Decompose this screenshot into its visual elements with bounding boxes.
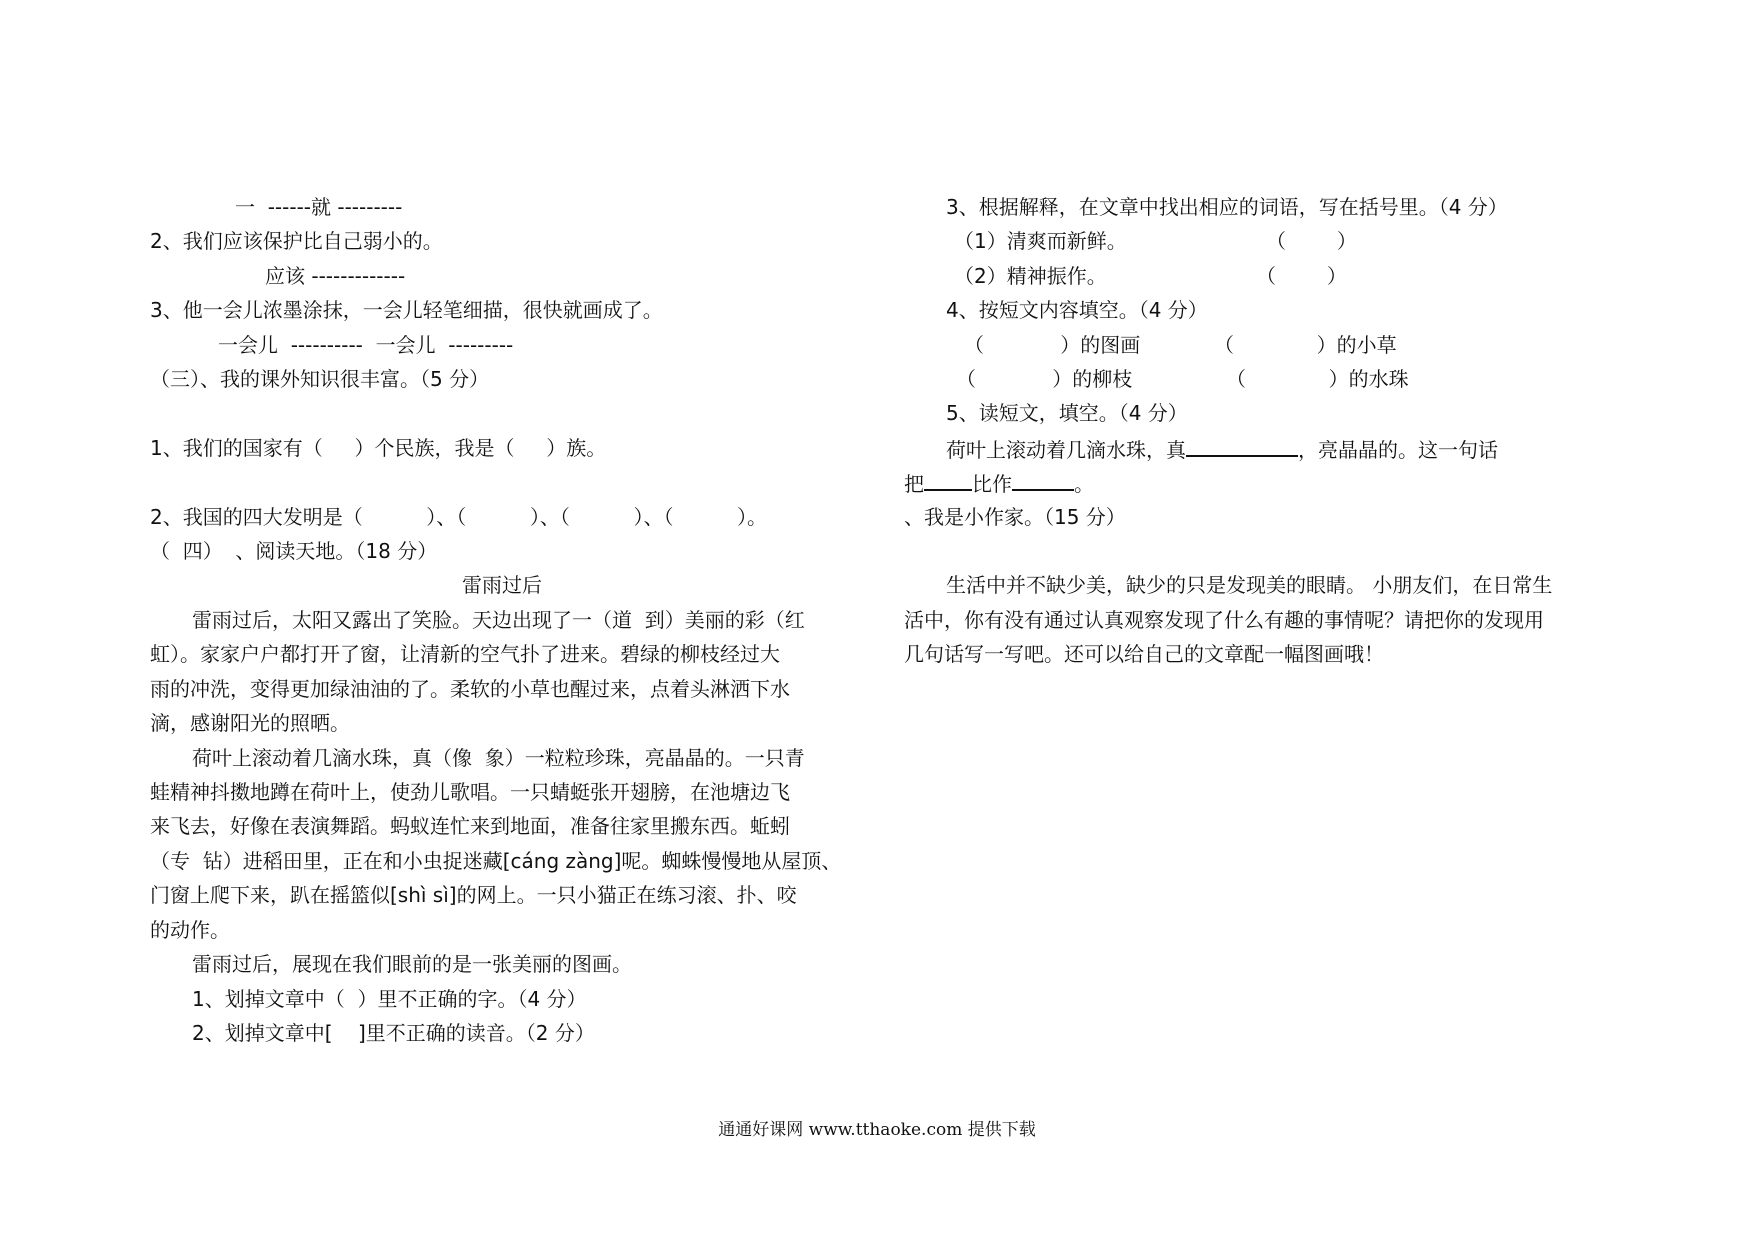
pattern-yihuier [218,330,513,360]
q3-item2-label [954,261,1107,291]
text: 一会儿 ---------- 一会儿 --------- [218,333,514,357]
text: 2、划掉文章中[ ]里不正确的读音。（2 分） [192,1021,595,1045]
q4-blank-picture [964,330,1140,360]
text: 荷叶上滚动着几滴水珠，真（像 象）一粒粒珍珠，亮晶晶的。一只青 [192,746,805,770]
text: （ ） [1266,229,1357,253]
footer-source: 通通好课网 www.tthaoke.com 提供下载 [718,1120,1036,1140]
para2-line2 [150,777,790,807]
text: 生活中并不缺少美，缺少的只是发现美的眼睛。 小朋友们，在日常生 [946,573,1553,597]
reading-q1 [192,984,587,1014]
text: （1）清爽而新鲜。 [954,229,1127,253]
q5-line2 [904,467,1094,497]
text: （专 钻）进稻田里，正在和小虫捉迷藏[cáng zàng]呢。蜘蛛慢慢地从屋顶、 [150,849,842,873]
q4-blank-grass [1214,330,1397,360]
answer-blank[interactable] [1012,467,1074,491]
writing-line3 [904,639,1384,669]
text: （2）精神振作。 [954,264,1107,288]
text: （ ）的图画 [964,333,1141,357]
para1-line4 [150,708,350,738]
text: （ ）的小草 [1214,333,1397,357]
text: 2、我们应该保护比自己弱小的。 [150,229,443,253]
q4-blank-waterdrop [1226,364,1409,394]
text: 的动作。 [150,918,230,942]
text: 来飞去，好像在表演舞蹈。蚂蚁连忙来到地面，准备往家里搬东西。蚯蚓 [150,814,790,838]
pattern-yi-jiu [235,192,402,222]
writing-line1 [946,570,1552,600]
reading-q3 [946,192,1508,222]
text: 雨的冲洗，变得更加绿油油的了。柔软的小草也醒过来，点着头淋洒下水 [150,677,790,701]
q3-item2-answer [1256,261,1347,291]
para2-line6 [150,915,230,945]
text: 雷雨过后，展现在我们眼前的是一张美丽的图画。 [192,952,632,976]
para2-line5 [150,880,797,910]
text: （ ）的柳枝 [956,367,1133,391]
para1-line2 [150,639,780,669]
q4-blank-willow [956,364,1132,394]
text: 1、划掉文章中（ ）里不正确的字。（4 分） [192,987,587,1011]
text: 滴，感谢阳光的照晒。 [150,711,350,735]
text: 、我是小作家。（15 分） [904,505,1126,529]
text: 荷叶上滚动着几滴水珠，真 [946,438,1186,462]
text: （ ） [1256,264,1347,288]
q5-line1 [946,433,1498,463]
reading-q4 [946,295,1208,325]
text: （三）、我的课外知识很丰富。（5 分） [150,367,490,391]
text: （ ）的水珠 [1226,367,1409,391]
q3-item1-label [954,226,1127,256]
para3 [192,949,632,979]
text: 。 [1074,472,1094,496]
answer-blank[interactable] [924,467,972,491]
pattern-yinggai [265,261,405,291]
sentence-2 [150,226,443,256]
sentence-3 [150,295,663,325]
text: 虹）。家家户户都打开了窗，让清新的空气扑了进来。碧绿的柳枝经过大 [150,642,780,666]
text: 雷雨过后 [462,573,542,597]
text: 1、我们的国家有（ ）个民族，我是（ ）族。 [150,436,607,460]
text: 5、读短文，填空。（4 分） [946,401,1188,425]
text: 几句话写一写吧。还可以给自己的文章配一幅图画哦！ [904,642,1384,666]
writing-line2 [904,605,1544,635]
para2-line1 [192,743,805,773]
text: ，亮晶晶的。这一句话 [1298,438,1498,462]
reading-q5 [946,398,1188,428]
reading-q2 [192,1018,595,1048]
text: 门窗上爬下来，趴在摇篮似[shì sì]的网上。一只小猫正在练习滚、扑、咬 [150,883,797,907]
section-4-heading [150,536,437,566]
para2-line4 [150,846,841,876]
text: 把 [904,472,924,496]
text: 活中，你有没有通过认真观察发现了什么有趣的事情呢？请把你的发现用 [904,608,1544,632]
para2-line3 [150,811,790,841]
section-3-heading [150,364,489,394]
text: 4、按短文内容填空。（4 分） [946,298,1208,322]
section-5-heading [904,502,1126,532]
text: 雷雨过后，太阳又露出了笑脸。天边出现了一（道 到）美丽的彩（红 [192,608,805,632]
knowledge-q2 [150,502,767,532]
text: 一 ------就 --------- [235,195,403,219]
para1-line1 [192,605,805,635]
article-title [462,570,542,600]
text: （ 四） 、阅读天地。（18 分） [150,539,438,563]
text: 3、根据解释，在文章中找出相应的词语，写在括号里。（4 分） [946,195,1508,219]
text: 比作 [972,472,1012,496]
text: 3、他一会儿浓墨涂抹，一会儿轻笔细描，很快就画成了。 [150,298,663,322]
knowledge-q1 [150,433,606,463]
q3-item1-answer [1266,226,1357,256]
text: 应该 ------------- [265,264,406,288]
para1-line3 [150,674,790,704]
text: 蛙精神抖擞地蹲在荷叶上，使劲儿歌唱。一只蜻蜓张开翅膀，在池塘边飞 [150,780,790,804]
text: 2、我国的四大发明是（ ）、（ ）、（ ）、（ ）。 [150,505,768,529]
answer-blank[interactable] [1186,433,1298,457]
